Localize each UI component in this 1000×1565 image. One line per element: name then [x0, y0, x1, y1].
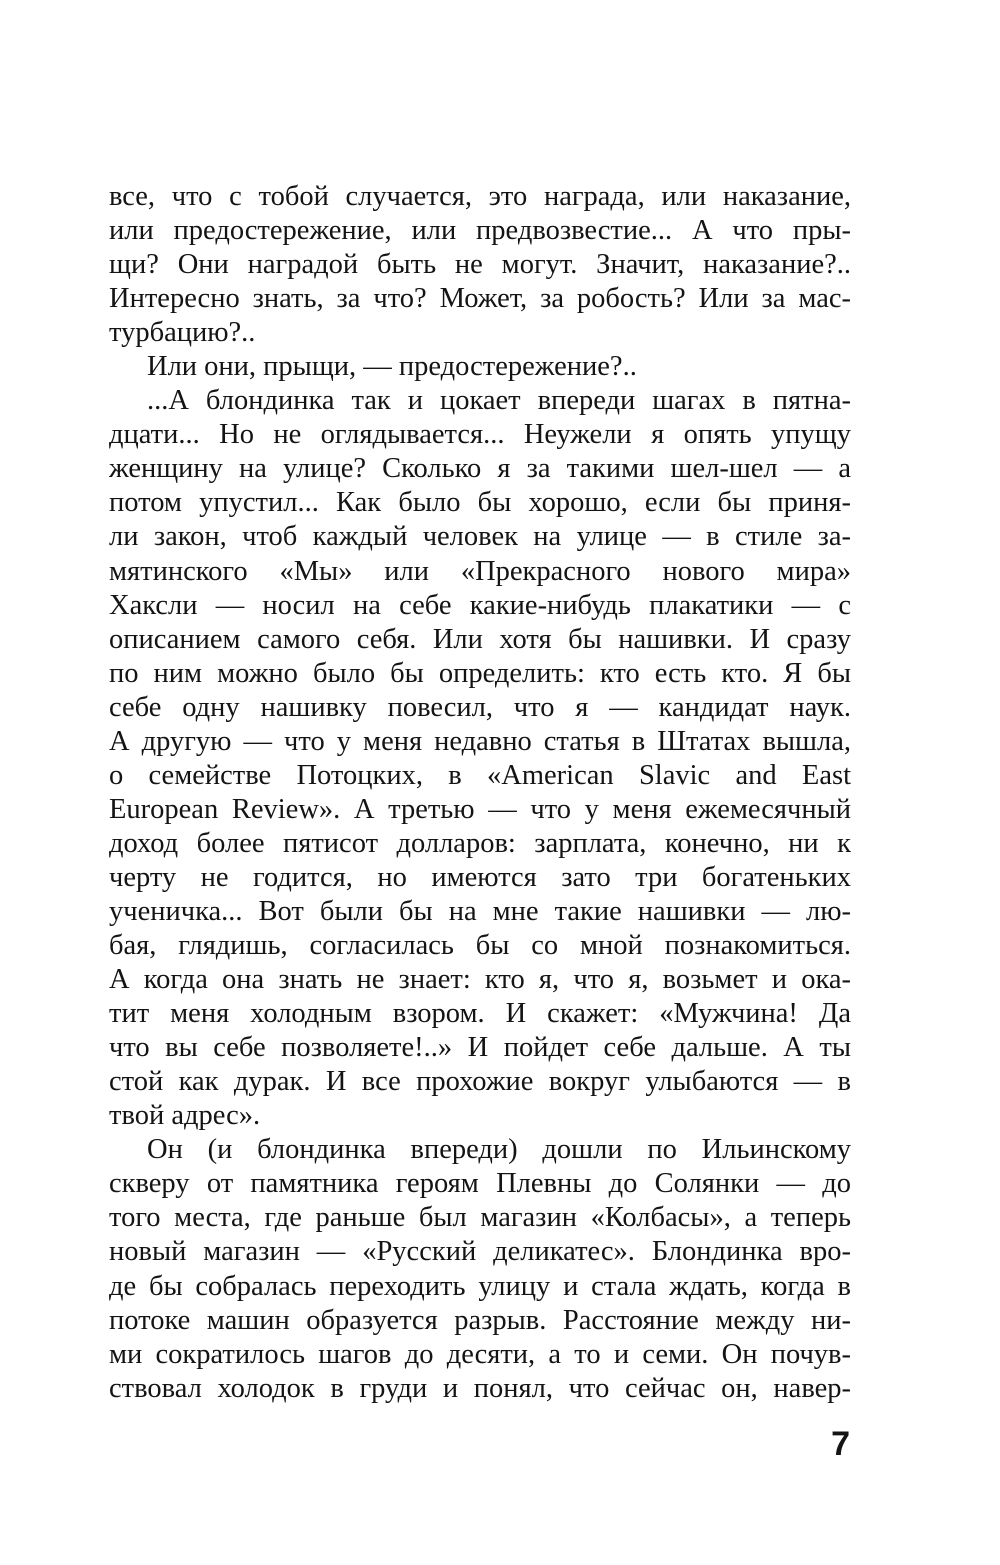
text-line: твой адрес». [109, 1100, 261, 1132]
text-line: новый магазин — «Русский деликатес». Блондинка вро- [109, 1236, 851, 1268]
text-line: ...А блондинка так и цокает впереди шагах в пятна- [147, 385, 851, 417]
text-line: черту не годится, но имеются зато три богатеньких [109, 861, 851, 893]
text-line: тит меня холодным взором. И скажет: «Мужчина! Да [109, 998, 851, 1030]
text-line: потом упустил... Как было бы хорошо, если бы приня- [109, 487, 851, 519]
text-line: доход более пятисот долларов: зарплата, конечно, ни к [109, 827, 851, 859]
text-line: Или они, прыщи, — предостережение?.. [147, 351, 637, 383]
text-line: Он (и блондинка впереди) дошли по Ильинскому [147, 1134, 851, 1166]
text-line: бая, глядишь, согласилась бы со мной познакомиться. [109, 930, 851, 962]
text-line: Хаксли — носил на себе какие-нибудь плакатики — с [109, 589, 851, 621]
text-line: себе одну нашивку повесил, что я — кандидат наук. [109, 691, 851, 723]
text-line: что вы себе позволяете!..» И пойдет себе дальше. А ты [109, 1032, 851, 1064]
text-line: стой как дурак. И все прохожие вокруг улыбаются — в [109, 1066, 851, 1098]
text-line: дцати... Но не оглядывается... Неужели я опять упущу [109, 419, 851, 451]
text-line: Интересно знать, за что? Может, за робость? Или за мас- [109, 283, 851, 315]
text-line: European Review». А третью — что у меня ежемесячный [109, 793, 851, 825]
text-line: турбацию?.. [109, 317, 256, 349]
text-line: де бы собралась переходить улицу и стала ждать, когда в [109, 1270, 851, 1302]
text-line: А другую — что у меня недавно статья в Штатах вышла, [109, 725, 851, 757]
text-line: ученичка... Вот были бы на мне такие нашивки — лю- [109, 895, 851, 927]
text-line: женщину на улице? Сколько я за такими шел-шел — а [109, 453, 851, 485]
text-line: о семействе Потоцких, в «American Slavic and East [109, 759, 851, 791]
text-line: или предостережение, или предвозвестие... А что пры- [109, 215, 851, 247]
text-line: щи? Они наградой быть не могут. Значит, наказание?.. [109, 249, 851, 281]
text-line: А когда она знать не знает: кто я, что я, возьмет и ока- [109, 964, 851, 996]
text-line: потоке машин образуется разрыв. Расстояние между ни- [109, 1304, 851, 1336]
text-line: ми сократилось шагов до десяти, а то и семи. Он почув- [109, 1338, 851, 1370]
text-line: все, что с тобой случается, это награда, или наказание, [109, 181, 851, 212]
text-line: того места, где раньше был магазин «Колбасы», а теперь [109, 1202, 851, 1234]
page-number: 7 [831, 1425, 850, 1463]
text-line: мятинского «Мы» или «Прекрасного нового мира» [109, 555, 851, 587]
text-line: скверу от памятника героям Плевны до Солянки — до [109, 1168, 851, 1200]
text-line: по ним можно было бы определить: кто есть кто. Я бы [109, 657, 851, 689]
text-line: ли закон, чтоб каждый человек на улице — в стиле за- [109, 521, 851, 553]
text-line: описанием самого себя. Или хотя бы нашивки. И сразу [109, 623, 851, 655]
body-text [109, 180, 851, 1406]
text-line: ствовал холодок в груди и понял, что сейчас он, навер- [109, 1372, 851, 1404]
